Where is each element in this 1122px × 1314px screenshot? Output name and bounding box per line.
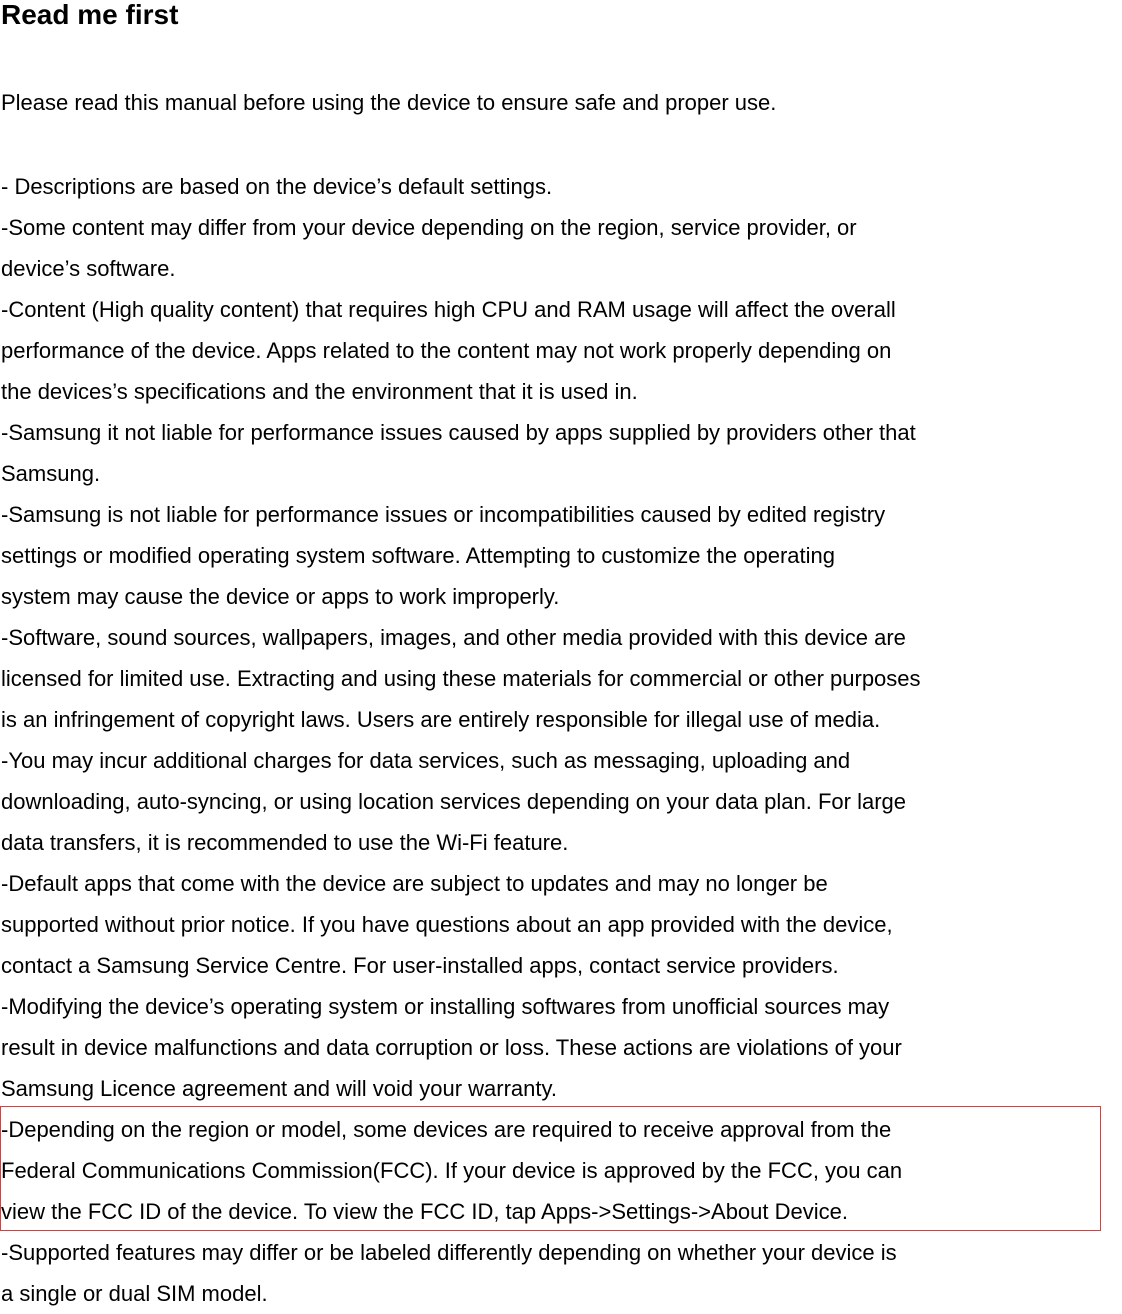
text-line: -Content (High quality content) that requires high CPU and RAM usage will affect the overall (1, 297, 896, 322)
text-line: downloading, auto-syncing, or using location services depending on your data plan. For large (1, 789, 907, 814)
text-line: performance of the device. Apps related to the content may not work properly depending on (1, 338, 892, 363)
text-line: Samsung Licence agreement and will void your warranty. (1, 1076, 557, 1101)
text-line: -Supported features may differ or be labeled differently depending on whether your device is (1, 1240, 897, 1265)
text-line: contact a Samsung Service Centre. For user-installed apps, contact service providers. (1, 953, 839, 978)
text-line: the devices’s specifications and the environment that it is used in. (1, 379, 638, 404)
text-line: -Samsung it not liable for performance issues caused by apps supplied by providers other that (1, 420, 916, 445)
text-line: is an infringement of copyright laws. Users are entirely responsible for illegal use of media. (1, 707, 881, 732)
text-line: -You may incur additional charges for data services, such as messaging, uploading and (1, 748, 851, 773)
text-line: - Descriptions are based on the device’s default settings. (1, 174, 553, 199)
text-line: Samsung. (1, 461, 101, 486)
text-line: data transfers, it is recommended to use the Wi-Fi feature. (1, 830, 569, 855)
text-line: -Samsung is not liable for performance issues or incompatibilities caused by edited registry (1, 502, 886, 527)
text-line: licensed for limited use. Extracting and using these materials for commercial or other purposes (1, 666, 921, 691)
text-line: -Some content may differ from your device depending on the region, service provider, or (1, 215, 857, 240)
text-line: system may cause the device or apps to work improperly. (1, 584, 560, 609)
fcc-highlight-box (0, 1106, 1101, 1231)
text-line: -Software, sound sources, wallpapers, images, and other media provided with this device are (1, 625, 906, 650)
fcc-line: Federal Communications Commission(FCC). If your device is approved by the FCC, you can (1, 1158, 903, 1183)
text-line: -Default apps that come with the device are subject to updates and may no longer be (1, 871, 828, 896)
page-title: Read me first (1, 0, 179, 30)
text-line: supported without prior notice. If you have questions about an app provided with the device, (1, 912, 893, 937)
text-line: settings or modified operating system software. Attempting to customize the operating (1, 543, 835, 568)
text-line: result in device malfunctions and data corruption or loss. These actions are violations of your (1, 1035, 902, 1060)
text-line: -Modifying the device’s operating system or installing softwares from unofficial sources may (1, 994, 890, 1019)
text-line: a single or dual SIM model. (1, 1281, 268, 1306)
text-line: device’s software. (1, 256, 176, 281)
fcc-line: -Depending on the region or model, some devices are required to receive approval from the (1, 1117, 892, 1142)
intro-paragraph: Please read this manual before using the device to ensure safe and proper use. (1, 90, 777, 115)
fcc-line: view the FCC ID of the device. To view the FCC ID, tap Apps->Settings->About Device. (1, 1199, 848, 1224)
